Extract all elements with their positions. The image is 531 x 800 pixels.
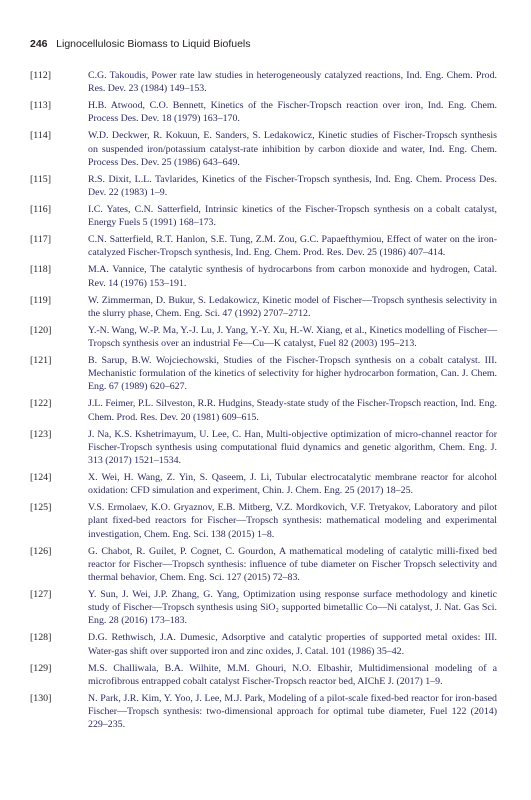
reference-list xyxy=(30,69,497,735)
reference-text[interactable]: G. Chabot, R. Guilet, P. Cognet, C. Gourdon, A mathematical modeling of catalytic milli-fixed bed reactor for Fischer—Tropsch synthesis: influence of tube diameter on Fischer Tropsch selectivity and thermal behavior, Chem. Eng. Sci. 127 (2015) 72–83. xyxy=(88,545,497,584)
reference-text[interactable]: C.N. Satterfield, R.T. Hanlon, S.E. Tung, Z.M. Zou, G.C. Papaefthymiou, Effect of water on the iron-catalyzed Fischer-Tropsch synthesis, Ind. Eng. Chem. Prod. Res. Dev. 25 (1986) 407–414. xyxy=(88,234,497,259)
reference-text[interactable]: B. Sarup, B.W. Wojciechowski, Studies of the Fischer-Tropsch synthesis on a cobalt catalyst. III. Mechanistic formulation of the kinetics of selectivity for higher hydrocarbon formation, Can. J. Chem. Eng. 67 (1989) 620–627. xyxy=(88,355,497,393)
reference-entry xyxy=(30,294,497,320)
reference-number: [128] xyxy=(30,632,52,644)
reference-number: [126] xyxy=(30,545,52,557)
reference-number: [113] xyxy=(30,100,52,112)
reference-entry xyxy=(30,173,497,199)
reference-text[interactable]: H.B. Atwood, C.O. Bennett, Kinetics of the Fischer-Tropsch reaction over iron, Ind. Eng. Chem. Process Des. Dev. 18 (1979) 163–170. xyxy=(88,100,497,125)
reference-text[interactable]: M.A. Vannice, The catalytic synthesis of hydrocarbons from carbon monoxide and hydrogen, Catal. Rev. 14 (1976) 153–191. xyxy=(88,264,497,289)
reference-text[interactable]: W. Zimmerman, D. Bukur, S. Ledakowicz, Kinetic model of Fischer—Tropsch synthesis selectivity in the slurry phase, Chem. Eng. Sci. 47 (1992) 2707–2712. xyxy=(88,294,497,319)
reference-text[interactable]: V.S. Ermolaev, K.O. Gryaznov, E.B. Mitberg, V.Z. Mordkovich, V.F. Tretyakov, Laboratory and pilot plant fixed-bed reactors for Fischer—Tropsch synthesis: mathematical modeling and experimental investigation, Chem. Eng. Sci. 138 (2015) 1–8. xyxy=(88,502,497,540)
reference-number: [129] xyxy=(30,662,52,674)
page-header xyxy=(30,38,251,50)
reference-entry xyxy=(30,263,497,289)
reference-number: [114] xyxy=(30,130,52,142)
reference-number: [116] xyxy=(30,204,52,216)
reference-entry xyxy=(30,203,497,229)
reference-number: [117] xyxy=(30,234,52,246)
reference-number: [123] xyxy=(30,428,52,440)
reference-entry xyxy=(30,397,497,423)
reference-text[interactable]: I.C. Yates, C.N. Satterfield, Intrinsic kinetics of the Fischer-Tropsch synthesis on a cobalt catalyst, Energy Fuels 5 (1991) 168–173. xyxy=(88,204,497,229)
reference-entry xyxy=(30,428,497,468)
reference-number: [119] xyxy=(30,294,52,306)
reference-text[interactable]: X. Wei, H. Wang, Z. Yin, S. Qaseem, J. Li, Tubular electrocatalytic membrane reactor for alcohol oxidation: CFD simulation and experiment, Chin. J. Chem. Eng. 25 (2017) 18–25. xyxy=(88,472,497,497)
reference-number: [130] xyxy=(30,692,52,704)
reference-text[interactable]: W.D. Deckwer, R. Kokuun, E. Sanders, S. Ledakowicz, Kinetic studies of Fischer-Tropsch synthesis on suspended iron/potassium catalyst-rate inhibition by carbon dioxide and water, Ind. Eng. Chem. Process Des. Dev. 25 (1986) 643–649. xyxy=(88,130,497,168)
reference-number: [122] xyxy=(30,398,52,410)
reference-number: [112] xyxy=(30,70,52,81)
reference-entry xyxy=(30,69,497,95)
reference-text[interactable]: J.L. Feimer, P.L. Silveston, R.R. Hudgins, Steady-state study of the Fischer-Tropsch reaction, Ind. Eng. Chem. Prod. Res. Dev. 20 (1981) 609–615. xyxy=(88,398,497,423)
reference-entry xyxy=(30,631,497,657)
reference-text[interactable]: N. Park, J.R. Kim, Y. Yoo, J. Lee, M.J. Park, Modeling of a pilot-scale fixed-bed reactor for iron-based Fischer—Tropsch synthesis: two-dimensional approach for optimal tube diameter, Fuel 122 (2014) 229–235. xyxy=(88,692,497,731)
reference-entry xyxy=(30,588,497,628)
reference-entry xyxy=(30,471,497,497)
reference-entry xyxy=(30,662,497,688)
reference-text[interactable]: M.S. Challiwala, B.A. Wilhite, M.M. Ghouri, N.O. Elbashir, Multidimensional modeling of a microfibrous entrapped cobalt catalyst Fischer-Tropsch reactor bed, AIChE J. (2017) 1–9. xyxy=(88,662,497,687)
reference-text[interactable]: Y.-N. Wang, W.-P. Ma, Y.-J. Lu, J. Yang, Y.-Y. Xu, H.-W. Xiang, et al., Kinetics modelling of Fischer—Tropsch synthesis over an industrial Fe—Cu—K catalyst, Fuel 82 (2003) 195–213. xyxy=(88,324,497,350)
reference-entry xyxy=(30,233,497,259)
reference-text[interactable]: Y. Sun, J. Wei, J.P. Zhang, G. Yang, Optimization using response surface methodology and kinetic study of Fischer—Tropsch synthesis using SiO₂ supported bimetallic Co—Ni catalyst, J. Nat. Gas Sci. Eng. 28 (2016) 173–183. xyxy=(88,589,497,627)
reference-entry xyxy=(30,545,497,585)
reference-number: [115] xyxy=(30,173,52,185)
reference-text[interactable]: D.G. Rethwisch, J.A. Dumesic, Adsorptive and catalytic properties of supported metal oxides: III. Water-gas shift over supported iron and zinc oxides, J. Catal. 101 (1986) 35–42. xyxy=(88,632,497,657)
reference-text[interactable]: J. Na, K.S. Kshetrimayum, U. Lee, C. Han, Multi-objective optimization of micro-channel reactor for Fischer-Tropsch synthesis using computational fluid dynamics and genetic algorithm, Chem. Eng. J. 313 (2017) 1521–1534. xyxy=(88,428,497,467)
running-head: Lignocellulosic Biomass to Liquid Biofuels xyxy=(56,38,251,50)
reference-entry xyxy=(30,692,497,732)
reference-number: [125] xyxy=(30,502,52,514)
reference-entry xyxy=(30,129,497,169)
reference-entry xyxy=(30,354,497,394)
reference-number: [121] xyxy=(30,355,52,367)
reference-number: [124] xyxy=(30,472,52,484)
reference-number: [118] xyxy=(30,264,52,276)
reference-entry xyxy=(30,99,497,125)
reference-number: [127] xyxy=(30,589,52,601)
reference-text[interactable]: R.S. Dixit, L.L. Tavlarides, Kinetics of the Fischer-Tropsch synthesis, Ind. Eng. Chem. Process Des. Dev. 22 (1983) 1–9. xyxy=(88,173,497,199)
reference-entry xyxy=(30,324,497,350)
page-number: 246 xyxy=(30,38,48,50)
reference-number: [120] xyxy=(30,324,52,336)
reference-text[interactable]: C.G. Takoudis, Power rate law studies in heterogeneously catalyzed reactions, Ind. Eng. Chem. Prod. Res. Dev. 23 (1984) 149–153. xyxy=(88,70,497,95)
reference-entry xyxy=(30,501,497,541)
